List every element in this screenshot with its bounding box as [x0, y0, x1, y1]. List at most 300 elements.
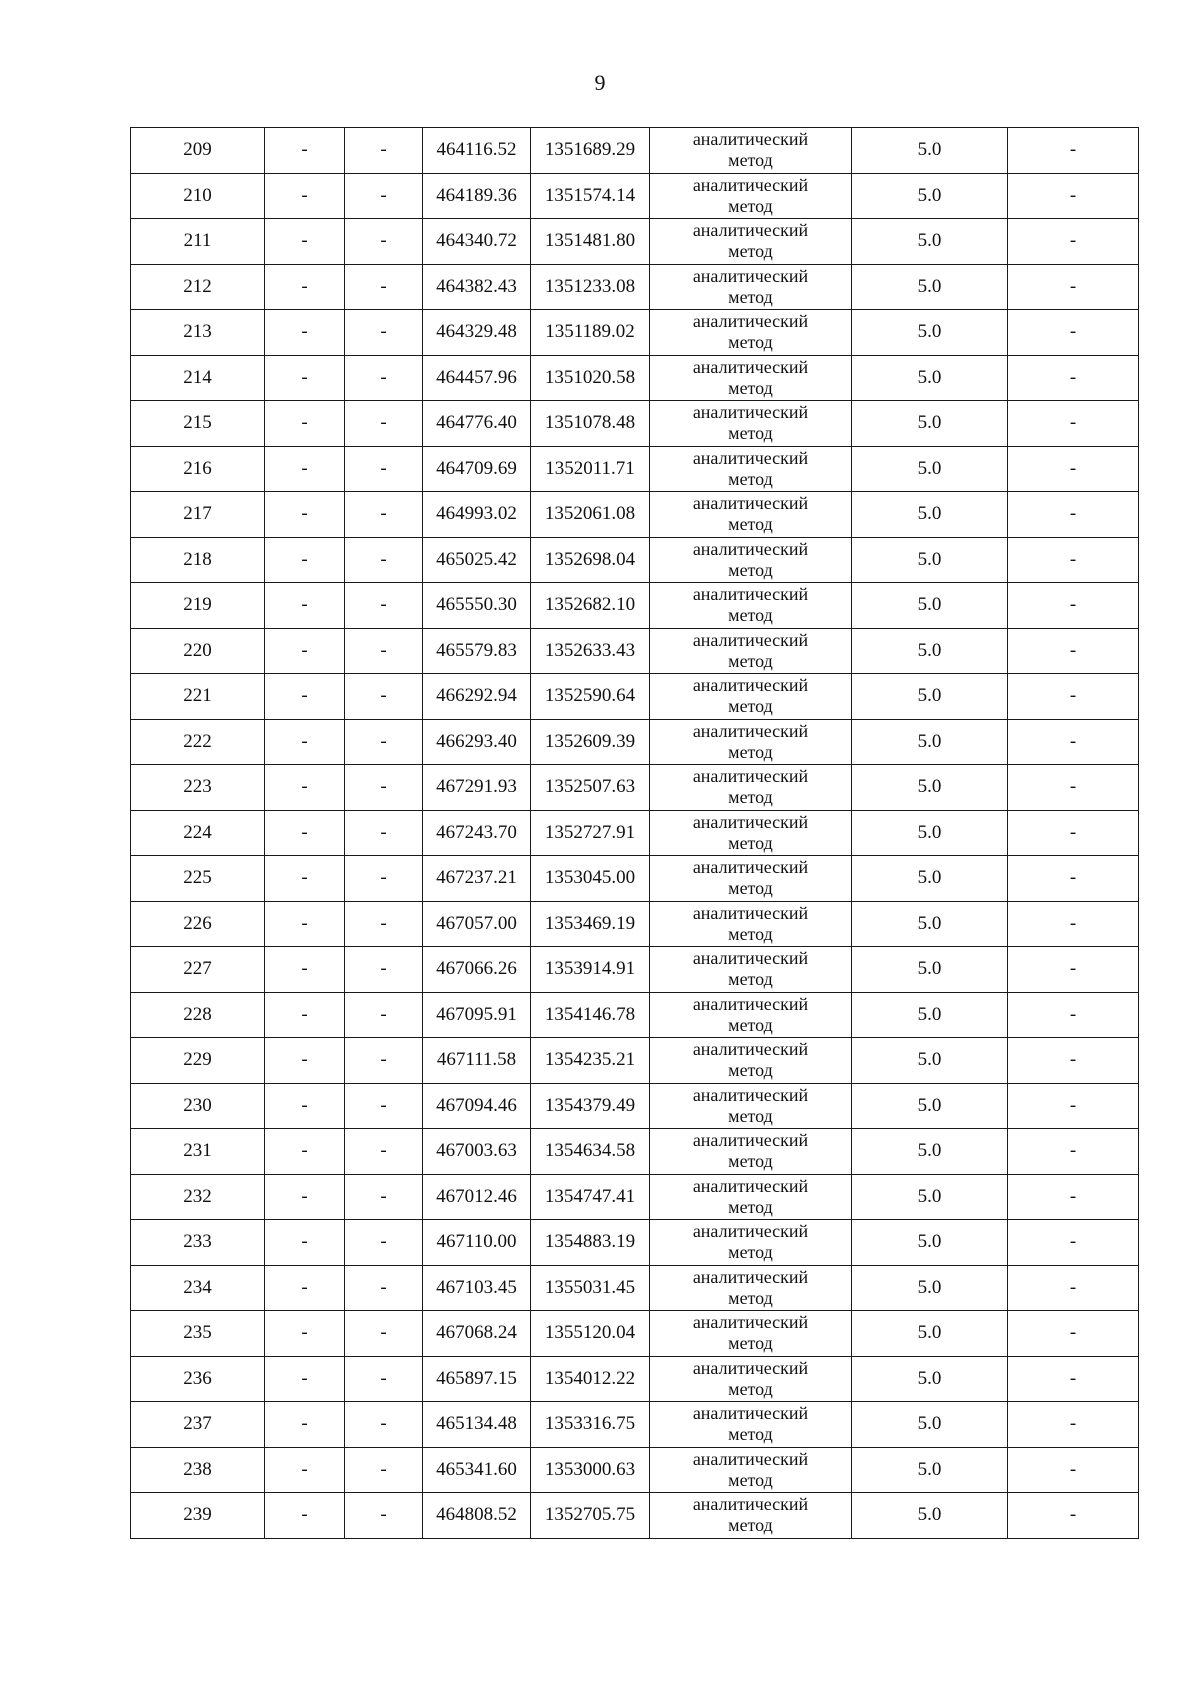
x-coordinate-cell: 467237.21 [423, 856, 531, 902]
method-line-2: метод [728, 241, 773, 262]
x-coordinate-cell: 465579.83 [423, 628, 531, 674]
point-number-cell: 213 [131, 310, 265, 356]
empty-value-cell: - [265, 537, 345, 583]
method-cell [650, 537, 852, 583]
empty-value-cell: - [345, 128, 423, 174]
table-row [131, 1402, 1139, 1448]
x-coordinate-cell: 464709.69 [423, 446, 531, 492]
empty-value-cell: - [265, 1311, 345, 1357]
table-row [131, 1356, 1139, 1402]
method-line-1: аналитический [692, 538, 809, 559]
empty-value-cell: - [345, 537, 423, 583]
method-line-1: аналитический [692, 902, 809, 923]
note-cell: - [1008, 674, 1139, 720]
table-row [131, 128, 1139, 174]
method-line-2: метод [728, 195, 773, 216]
point-number-cell: 220 [131, 628, 265, 674]
accuracy-cell: 5.0 [852, 310, 1008, 356]
accuracy-cell: 5.0 [852, 856, 1008, 902]
method-cell [650, 310, 852, 356]
accuracy-cell: 5.0 [852, 901, 1008, 947]
note-cell: - [1008, 901, 1139, 947]
method-line-1: аналитический [692, 402, 809, 423]
table-row [131, 947, 1139, 993]
point-number-cell: 231 [131, 1129, 265, 1175]
note-cell: - [1008, 310, 1139, 356]
method-line-1: аналитический [692, 1403, 809, 1424]
accuracy-cell: 5.0 [852, 1220, 1008, 1266]
point-number-cell: 212 [131, 264, 265, 310]
accuracy-cell: 5.0 [852, 1038, 1008, 1084]
empty-value-cell: - [265, 1402, 345, 1448]
point-number-cell: 228 [131, 992, 265, 1038]
x-coordinate-cell: 467003.63 [423, 1129, 531, 1175]
y-coordinate-cell: 1352061.08 [531, 492, 650, 538]
point-number-cell: 239 [131, 1493, 265, 1539]
y-coordinate-cell: 1354379.49 [531, 1083, 650, 1129]
method-cell [650, 992, 852, 1038]
table-row [131, 1265, 1139, 1311]
empty-value-cell: - [345, 1038, 423, 1084]
x-coordinate-cell: 464189.36 [423, 173, 531, 219]
note-cell: - [1008, 173, 1139, 219]
y-coordinate-cell: 1351078.48 [531, 401, 650, 447]
accuracy-cell: 5.0 [852, 1311, 1008, 1357]
method-line-2: метод [728, 377, 773, 398]
empty-value-cell: - [265, 446, 345, 492]
empty-value-cell: - [345, 901, 423, 947]
table-row [131, 264, 1139, 310]
method-line-2: метод [728, 1060, 773, 1081]
note-cell: - [1008, 1447, 1139, 1493]
point-number-cell: 223 [131, 765, 265, 811]
accuracy-cell: 5.0 [852, 810, 1008, 856]
page-number: 9 [594, 70, 606, 95]
method-line-1: аналитический [692, 311, 809, 332]
method-line-2: метод [728, 650, 773, 671]
method-line-1: аналитический [692, 629, 809, 650]
x-coordinate-cell: 464382.43 [423, 264, 531, 310]
method-line-2: метод [728, 832, 773, 853]
empty-value-cell: - [345, 492, 423, 538]
point-number-cell: 236 [131, 1356, 265, 1402]
x-coordinate-cell: 467111.58 [423, 1038, 531, 1084]
table-row [131, 1311, 1139, 1357]
x-coordinate-cell: 465550.30 [423, 583, 531, 629]
method-line-2: метод [728, 1242, 773, 1263]
empty-value-cell: - [265, 1129, 345, 1175]
accuracy-cell: 5.0 [852, 1265, 1008, 1311]
empty-value-cell: - [345, 1129, 423, 1175]
note-cell: - [1008, 1265, 1139, 1311]
table-row [131, 628, 1139, 674]
x-coordinate-cell: 464457.96 [423, 355, 531, 401]
y-coordinate-cell: 1351020.58 [531, 355, 650, 401]
method-line-2: метод [728, 969, 773, 990]
method-line-2: метод [728, 1196, 773, 1217]
method-line-2: метод [728, 1105, 773, 1126]
x-coordinate-cell: 466293.40 [423, 719, 531, 765]
accuracy-cell: 5.0 [852, 947, 1008, 993]
empty-value-cell: - [265, 1356, 345, 1402]
x-coordinate-cell: 464340.72 [423, 219, 531, 265]
note-cell: - [1008, 628, 1139, 674]
note-cell: - [1008, 583, 1139, 629]
y-coordinate-cell: 1354883.19 [531, 1220, 650, 1266]
accuracy-cell: 5.0 [852, 583, 1008, 629]
point-number-cell: 237 [131, 1402, 265, 1448]
empty-value-cell: - [345, 992, 423, 1038]
note-cell: - [1008, 856, 1139, 902]
note-cell: - [1008, 537, 1139, 583]
empty-value-cell: - [265, 1265, 345, 1311]
point-number-cell: 218 [131, 537, 265, 583]
note-cell: - [1008, 1356, 1139, 1402]
point-number-cell: 217 [131, 492, 265, 538]
x-coordinate-cell: 464329.48 [423, 310, 531, 356]
y-coordinate-cell: 1351189.02 [531, 310, 650, 356]
note-cell: - [1008, 128, 1139, 174]
y-coordinate-cell: 1354235.21 [531, 1038, 650, 1084]
method-cell [650, 947, 852, 993]
empty-value-cell: - [345, 674, 423, 720]
method-cell [650, 355, 852, 401]
point-number-cell: 221 [131, 674, 265, 720]
method-line-2: метод [728, 286, 773, 307]
accuracy-cell: 5.0 [852, 674, 1008, 720]
note-cell: - [1008, 719, 1139, 765]
method-cell [650, 264, 852, 310]
method-cell [650, 1038, 852, 1084]
method-line-1: аналитический [692, 493, 809, 514]
accuracy-cell: 5.0 [852, 401, 1008, 447]
accuracy-cell: 5.0 [852, 264, 1008, 310]
point-number-cell: 229 [131, 1038, 265, 1084]
y-coordinate-cell: 1352633.43 [531, 628, 650, 674]
empty-value-cell: - [345, 1265, 423, 1311]
method-line-1: аналитический [692, 766, 809, 787]
note-cell: - [1008, 1038, 1139, 1084]
method-line-2: метод [728, 741, 773, 762]
table-row [131, 1129, 1139, 1175]
method-line-1: аналитический [692, 447, 809, 468]
empty-value-cell: - [345, 856, 423, 902]
method-line-1: аналитический [692, 948, 809, 969]
accuracy-cell: 5.0 [852, 1129, 1008, 1175]
y-coordinate-cell: 1353045.00 [531, 856, 650, 902]
x-coordinate-cell: 464116.52 [423, 128, 531, 174]
note-cell: - [1008, 1311, 1139, 1357]
table-row [131, 310, 1139, 356]
x-coordinate-cell: 467291.93 [423, 765, 531, 811]
method-cell [650, 1356, 852, 1402]
note-cell: - [1008, 446, 1139, 492]
empty-value-cell: - [345, 1493, 423, 1539]
point-number-cell: 234 [131, 1265, 265, 1311]
method-line-2: метод [728, 332, 773, 353]
point-number-cell: 226 [131, 901, 265, 947]
x-coordinate-cell: 465341.60 [423, 1447, 531, 1493]
y-coordinate-cell: 1355120.04 [531, 1311, 650, 1357]
y-coordinate-cell: 1351481.80 [531, 219, 650, 265]
x-coordinate-cell: 465025.42 [423, 537, 531, 583]
point-number-cell: 222 [131, 719, 265, 765]
empty-value-cell: - [345, 310, 423, 356]
empty-value-cell: - [265, 355, 345, 401]
empty-value-cell: - [265, 992, 345, 1038]
y-coordinate-cell: 1353316.75 [531, 1402, 650, 1448]
empty-value-cell: - [265, 1038, 345, 1084]
table-row [131, 583, 1139, 629]
method-line-2: метод [728, 878, 773, 899]
note-cell: - [1008, 1129, 1139, 1175]
accuracy-cell: 5.0 [852, 1356, 1008, 1402]
empty-value-cell: - [265, 765, 345, 811]
accuracy-cell: 5.0 [852, 355, 1008, 401]
table-row [131, 1083, 1139, 1129]
table-row [131, 173, 1139, 219]
empty-value-cell: - [265, 1220, 345, 1266]
empty-value-cell: - [345, 1402, 423, 1448]
x-coordinate-cell: 464808.52 [423, 1493, 531, 1539]
note-cell: - [1008, 1174, 1139, 1220]
y-coordinate-cell: 1354634.58 [531, 1129, 650, 1175]
y-coordinate-cell: 1351233.08 [531, 264, 650, 310]
method-line-1: аналитический [692, 675, 809, 696]
table-row [131, 674, 1139, 720]
table-row [131, 1220, 1139, 1266]
y-coordinate-cell: 1353000.63 [531, 1447, 650, 1493]
table-row [131, 1174, 1139, 1220]
table-row [131, 1038, 1139, 1084]
method-line-1: аналитический [692, 720, 809, 741]
table-row [131, 446, 1139, 492]
method-cell [650, 674, 852, 720]
empty-value-cell: - [345, 1220, 423, 1266]
note-cell: - [1008, 765, 1139, 811]
method-cell [650, 810, 852, 856]
method-line-2: метод [728, 1014, 773, 1035]
coordinates-table [130, 127, 1139, 1539]
point-number-cell: 214 [131, 355, 265, 401]
method-line-2: метод [728, 1333, 773, 1354]
x-coordinate-cell: 467066.26 [423, 947, 531, 993]
accuracy-cell: 5.0 [852, 492, 1008, 538]
x-coordinate-cell: 467095.91 [423, 992, 531, 1038]
method-line-2: метод [728, 1151, 773, 1172]
accuracy-cell: 5.0 [852, 446, 1008, 492]
note-cell: - [1008, 1083, 1139, 1129]
y-coordinate-cell: 1353914.91 [531, 947, 650, 993]
point-number-cell: 238 [131, 1447, 265, 1493]
x-coordinate-cell: 467103.45 [423, 1265, 531, 1311]
note-cell: - [1008, 355, 1139, 401]
x-coordinate-cell: 467110.00 [423, 1220, 531, 1266]
method-line-1: аналитический [692, 1448, 809, 1469]
empty-value-cell: - [345, 355, 423, 401]
x-coordinate-cell: 465134.48 [423, 1402, 531, 1448]
empty-value-cell: - [345, 628, 423, 674]
empty-value-cell: - [265, 674, 345, 720]
method-cell [650, 1220, 852, 1266]
empty-value-cell: - [345, 810, 423, 856]
empty-value-cell: - [265, 264, 345, 310]
x-coordinate-cell: 467068.24 [423, 1311, 531, 1357]
method-line-1: аналитический [692, 993, 809, 1014]
point-number-cell: 224 [131, 810, 265, 856]
note-cell: - [1008, 947, 1139, 993]
method-cell [650, 219, 852, 265]
x-coordinate-cell: 465897.15 [423, 1356, 531, 1402]
accuracy-cell: 5.0 [852, 219, 1008, 265]
empty-value-cell: - [345, 1174, 423, 1220]
method-cell [650, 1129, 852, 1175]
accuracy-cell: 5.0 [852, 173, 1008, 219]
accuracy-cell: 5.0 [852, 1402, 1008, 1448]
method-cell [650, 1265, 852, 1311]
empty-value-cell: - [265, 856, 345, 902]
accuracy-cell: 5.0 [852, 537, 1008, 583]
method-cell [650, 583, 852, 629]
empty-value-cell: - [345, 719, 423, 765]
method-line-2: метод [728, 423, 773, 444]
y-coordinate-cell: 1355031.45 [531, 1265, 650, 1311]
method-cell [650, 492, 852, 538]
table-row [131, 810, 1139, 856]
empty-value-cell: - [345, 446, 423, 492]
point-number-cell: 230 [131, 1083, 265, 1129]
y-coordinate-cell: 1352727.91 [531, 810, 650, 856]
x-coordinate-cell: 464776.40 [423, 401, 531, 447]
empty-value-cell: - [265, 719, 345, 765]
point-number-cell: 232 [131, 1174, 265, 1220]
method-line-2: метод [728, 1515, 773, 1536]
method-cell [650, 1447, 852, 1493]
point-number-cell: 211 [131, 219, 265, 265]
x-coordinate-cell: 467057.00 [423, 901, 531, 947]
empty-value-cell: - [345, 1447, 423, 1493]
empty-value-cell: - [265, 901, 345, 947]
method-cell [650, 1311, 852, 1357]
point-number-cell: 235 [131, 1311, 265, 1357]
method-cell [650, 1174, 852, 1220]
y-coordinate-cell: 1351689.29 [531, 128, 650, 174]
accuracy-cell: 5.0 [852, 719, 1008, 765]
empty-value-cell: - [345, 401, 423, 447]
method-line-2: метод [728, 559, 773, 580]
empty-value-cell: - [345, 947, 423, 993]
empty-value-cell: - [345, 1083, 423, 1129]
y-coordinate-cell: 1354146.78 [531, 992, 650, 1038]
table-row [131, 401, 1139, 447]
x-coordinate-cell: 464993.02 [423, 492, 531, 538]
table-row [131, 355, 1139, 401]
empty-value-cell: - [265, 1447, 345, 1493]
accuracy-cell: 5.0 [852, 1083, 1008, 1129]
method-line-1: аналитический [692, 356, 809, 377]
note-cell: - [1008, 1220, 1139, 1266]
method-line-1: аналитический [692, 811, 809, 832]
method-line-2: метод [728, 1424, 773, 1445]
note-cell: - [1008, 1402, 1139, 1448]
table-row [131, 1493, 1139, 1539]
note-cell: - [1008, 492, 1139, 538]
point-number-cell: 215 [131, 401, 265, 447]
table-row [131, 719, 1139, 765]
note-cell: - [1008, 401, 1139, 447]
empty-value-cell: - [265, 1174, 345, 1220]
x-coordinate-cell: 467243.70 [423, 810, 531, 856]
accuracy-cell: 5.0 [852, 628, 1008, 674]
empty-value-cell: - [265, 1493, 345, 1539]
empty-value-cell: - [345, 264, 423, 310]
method-line-1: аналитический [692, 1266, 809, 1287]
method-cell [650, 128, 852, 174]
empty-value-cell: - [265, 492, 345, 538]
y-coordinate-cell: 1352590.64 [531, 674, 650, 720]
table-row [131, 537, 1139, 583]
accuracy-cell: 5.0 [852, 128, 1008, 174]
y-coordinate-cell: 1352682.10 [531, 583, 650, 629]
method-line-1: аналитический [692, 1084, 809, 1105]
method-line-1: аналитический [692, 1221, 809, 1242]
x-coordinate-cell: 467012.46 [423, 1174, 531, 1220]
method-line-2: метод [728, 787, 773, 808]
point-number-cell: 216 [131, 446, 265, 492]
accuracy-cell: 5.0 [852, 1447, 1008, 1493]
y-coordinate-cell: 1352011.71 [531, 446, 650, 492]
method-line-2: метод [728, 1287, 773, 1308]
method-line-1: аналитический [692, 857, 809, 878]
table-row [131, 219, 1139, 265]
method-line-2: метод [728, 923, 773, 944]
note-cell: - [1008, 810, 1139, 856]
method-cell [650, 173, 852, 219]
y-coordinate-cell: 1352507.63 [531, 765, 650, 811]
method-cell [650, 719, 852, 765]
method-line-1: аналитический [692, 1175, 809, 1196]
method-line-2: метод [728, 605, 773, 626]
table-row [131, 765, 1139, 811]
accuracy-cell: 5.0 [852, 1174, 1008, 1220]
note-cell: - [1008, 264, 1139, 310]
method-line-2: метод [728, 514, 773, 535]
method-line-2: метод [728, 150, 773, 171]
table-body [131, 128, 1139, 1539]
empty-value-cell: - [265, 628, 345, 674]
point-number-cell: 233 [131, 1220, 265, 1266]
empty-value-cell: - [265, 401, 345, 447]
empty-value-cell: - [345, 173, 423, 219]
empty-value-cell: - [265, 173, 345, 219]
y-coordinate-cell: 1354012.22 [531, 1356, 650, 1402]
empty-value-cell: - [265, 310, 345, 356]
y-coordinate-cell: 1354747.41 [531, 1174, 650, 1220]
empty-value-cell: - [265, 128, 345, 174]
method-cell [650, 1083, 852, 1129]
note-cell: - [1008, 992, 1139, 1038]
accuracy-cell: 5.0 [852, 765, 1008, 811]
method-line-1: аналитический [692, 220, 809, 241]
empty-value-cell: - [265, 583, 345, 629]
empty-value-cell: - [345, 1311, 423, 1357]
method-cell [650, 1493, 852, 1539]
method-line-1: аналитический [692, 265, 809, 286]
method-line-1: аналитический [692, 1494, 809, 1515]
method-cell [650, 901, 852, 947]
empty-value-cell: - [265, 810, 345, 856]
y-coordinate-cell: 1351574.14 [531, 173, 650, 219]
